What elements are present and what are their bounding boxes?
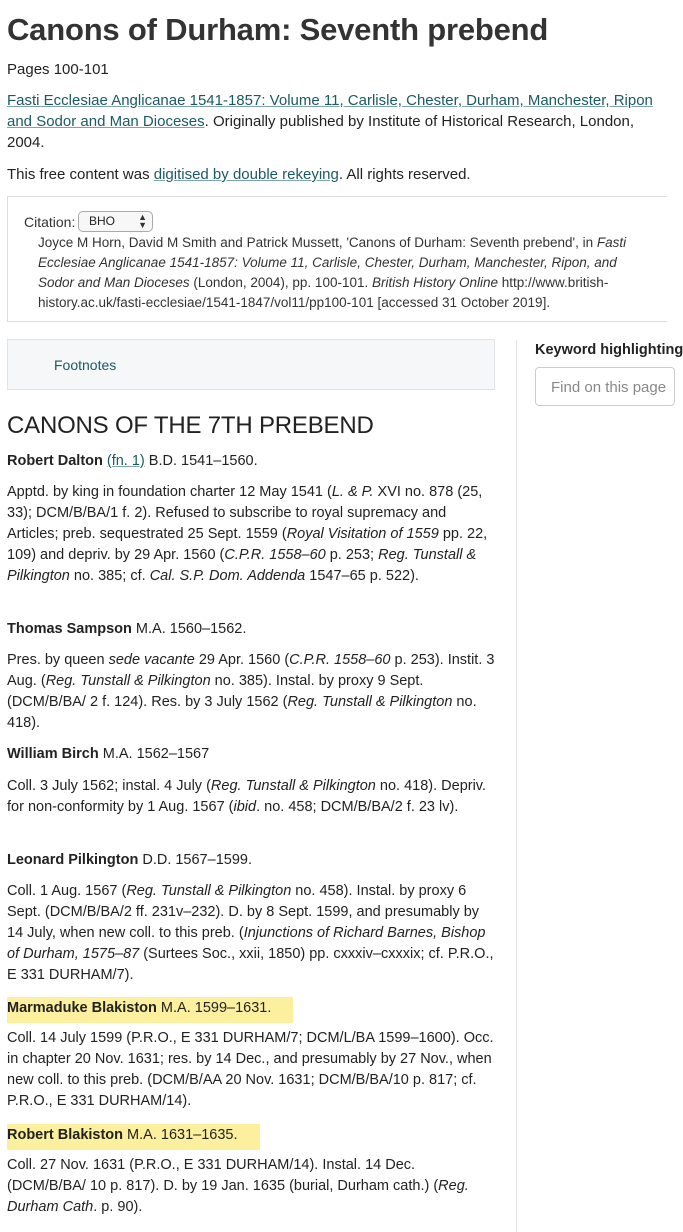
keyword-search-input[interactable]: Find on this page: [535, 367, 675, 406]
page-range: Pages 100-101: [7, 61, 109, 78]
section-heading: CANONS OF THE 7TH PREBEND: [7, 412, 374, 439]
footnote-link[interactable]: (fn. 1): [106, 453, 145, 469]
entry-meta: D.D. 1567–1599.: [138, 852, 252, 868]
entry-name-highlighted: [7, 997, 293, 1023]
select-arrows-icon: ▲ ▼: [138, 212, 147, 230]
series-publisher: . Originally published by Institute of Historical Research, London, 2004.: [7, 113, 635, 151]
entry-body: Apptd. by king in foundation charter 12 May 1541 (L. & P. XVI no. 878 (25, 33); DCM/B/BA/1 f. 2). Refused to subscribe to royal supremacy and Articles; preb. sequestrated 25 Sept. 1559 (Royal Visitation of 1559 pp. 22, 109) and depriv. by 29 Apr. 1560 (C.P.R. 1558–60 p. 253; Reg. Tunstall & Pilkington no. 385; cf. Cal. S.P. Dom. Addenda 1547–65 p. 522).: [7, 484, 488, 584]
entry-meta: M.A. 1599–1631.: [156, 1000, 272, 1016]
series-info: [7, 90, 657, 153]
footnotes-panel: [7, 339, 495, 390]
entry-person: Thomas Sampson: [7, 621, 132, 637]
citation-work: Fasti Ecclesiae Anglicanae 1541-1857: Volume 11, Carlisle, Chester, Durham, Manchester, Ripon, and Sodor and Man Dioceses: [38, 235, 627, 290]
entry-meta: B.D. 1541–1560.: [144, 453, 258, 469]
entry-meta: M.A. 1562–1567: [98, 746, 210, 762]
rights-statement: [7, 164, 471, 185]
entry-name: [7, 743, 209, 765]
entry-body: Coll. 3 July 1562; instal. 4 July (Reg. Tunstall & Pilkington no. 418). Depriv. for non-conformity by 1 Aug. 1567 (ibid. no. 458; DCM/B/BA/2 f. 23 lv).: [7, 778, 487, 815]
entry-name: [7, 618, 246, 640]
entry-name-highlighted: [7, 1124, 260, 1150]
entry-person: Leonard Pilkington: [7, 852, 139, 868]
entry-meta: M.A. 1631–1635.: [123, 1127, 238, 1143]
entry-person: Marmaduke Blakiston: [7, 1000, 157, 1016]
rights-text-post: . All rights reserved.: [338, 166, 471, 183]
citation-text: [38, 233, 654, 313]
citation-label: Citation:: [24, 214, 76, 230]
citation-style-select[interactable]: [78, 211, 153, 232]
entry-person: William Birch: [7, 746, 99, 762]
citation-style-value: BHO: [89, 214, 116, 228]
series-link[interactable]: Fasti Ecclesiae Anglicanae 1541-1857: Volume 11, Carlisle, Chester, Durham, Manchester, Ripon and Sodor and Man Dioceses: [7, 92, 653, 130]
entry-body: Coll. 14 July 1599 (P.R.O., E 331 DURHAM/7; DCM/L/BA 1599–1600). Occ. in chapter 20 Nov. 1631; res. by 14 Dec., and presumably by 27 Nov., when new coll. to this preb. (DCM/B/AA 20 Nov. 1631; DCM/B/BA/10 p. 817; cf. P.R.O., E 331 DURHAM/14).: [7, 1030, 494, 1109]
double-rekeying-link[interactable]: digitised by double rekeying: [153, 166, 339, 183]
entry-body: Coll. 27 Nov. 1631 (P.R.O., E 331 DURHAM/14). Instal. 14 Dec. (DCM/B/BA/ 10 p. 817). D. by 19 Jan. 1635 (burial, Durham cath.) (Reg. Durham Cath. p. 90).: [7, 1157, 469, 1215]
keyword-highlighting-title: Keyword highlighting: [535, 342, 683, 358]
footnotes-link[interactable]: Footnotes: [54, 357, 117, 373]
citation-authors: Joyce M Horn, David M Smith and Patrick Mussett, 'Canons of Durham: Seventh prebend', in: [38, 235, 597, 250]
rights-text-pre: This free content was: [7, 166, 154, 183]
page-title: Canons of Durham: Seventh prebend: [7, 12, 549, 47]
citation-panel: [7, 196, 667, 322]
citation-publication: (London, 2004), pp. 100-101.: [189, 275, 372, 290]
sidebar-divider: [516, 340, 517, 1232]
entry-body: Pres. by queen sede vacante 29 Apr. 1560 (C.P.R. 1558–60 p. 253). Instit. 3 Aug. (Reg. Tunstall & Pilkington no. 385). Instal. by proxy 9 Sept. (DCM/B/BA/ 2 f. 124). Res. by 3 July 1562 (Reg. Tunstall & Pilkington no. 418).: [7, 652, 495, 731]
entry-meta: M.A. 1560–1562.: [131, 621, 247, 637]
citation-bho: British History Online: [371, 275, 499, 290]
citation-url: http://www.british-history.ac.uk/fasti-ecclesiae/1541-1847/vol11/pp100-101 [accessed 31 October 2019].: [38, 275, 609, 310]
entry-person: Robert Dalton: [7, 453, 103, 469]
entry-name: [7, 450, 258, 472]
entry-body: Coll. 1 Aug. 1567 (Reg. Tunstall & Pilkington no. 458). Instal. by proxy 6 Sept. (DCM/B/BA/2 ff. 231v–232). D. by 8 Sept. 1599, and presumably by 14 July, when new coll. to this preb. (Injunctions of Richard Barnes, Bishop of Durham, 1575–87 (Surtees Soc., xxii, 1850) pp. cxxxiv–cxxxix; cf. P.R.O., E 331 DURHAM/7).: [7, 883, 494, 983]
entry-name: [7, 849, 252, 871]
entry-person: Robert Blakiston: [7, 1127, 124, 1143]
